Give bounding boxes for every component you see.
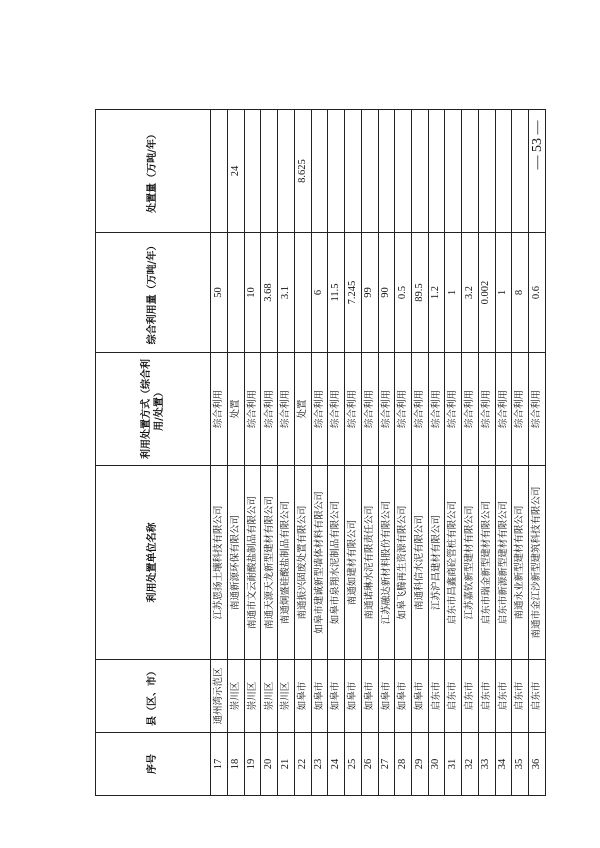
cell-method: 综合利用 xyxy=(495,353,512,466)
cell-method: 综合利用 xyxy=(211,353,228,466)
cell-method: 处置 xyxy=(228,353,245,466)
cell-index: 31 xyxy=(445,733,462,796)
cell-unit: 江苏沪昌建材有限公司 xyxy=(428,466,445,660)
cell-index: 27 xyxy=(378,733,395,796)
header-county: 县（区、市） xyxy=(96,660,211,733)
table-row xyxy=(428,110,445,796)
cell-index: 26 xyxy=(361,733,378,796)
cell-unit: 江苏恩扬土壤科技有限公司 xyxy=(211,466,228,660)
cell-method: 综合利用 xyxy=(361,353,378,466)
cell-disposal xyxy=(244,110,261,233)
table-body xyxy=(96,110,546,796)
cell-index: 32 xyxy=(462,733,479,796)
cell-disposal xyxy=(311,110,328,233)
cell-unit: 南通永业新型建材有限公司 xyxy=(512,466,529,660)
table-row xyxy=(244,110,261,796)
cell-method: 综合利用 xyxy=(462,353,479,466)
table-row xyxy=(328,110,345,796)
cell-disposal xyxy=(278,110,295,233)
cell-index: 23 xyxy=(311,733,328,796)
cell-method: 综合利用 xyxy=(395,353,412,466)
cell-utilization: 11.5 xyxy=(328,233,345,353)
cell-method: 综合利用 xyxy=(261,353,278,466)
table-row xyxy=(462,110,479,796)
cell-disposal xyxy=(428,110,445,233)
cell-disposal: 8.625 xyxy=(294,110,311,233)
table-row xyxy=(378,110,395,796)
cell-utilization: 0.6 xyxy=(528,233,545,353)
table-row xyxy=(228,110,245,796)
table-row xyxy=(495,110,512,796)
disposal-units-table xyxy=(95,109,546,796)
table-row xyxy=(345,110,362,796)
cell-utilization: 0.002 xyxy=(478,233,495,353)
cell-utilization: 7.245 xyxy=(345,233,362,353)
table-row xyxy=(512,110,529,796)
cell-unit: 南通振兴固废处置有限公司 xyxy=(294,466,311,660)
header-disposal: 处置量（万吨/年） xyxy=(96,110,211,233)
cell-index: 17 xyxy=(211,733,228,796)
cell-unit: 南通炯盛硅酸盐制品有限公司 xyxy=(278,466,295,660)
cell-method: 综合利用 xyxy=(411,353,428,466)
cell-method: 综合利用 xyxy=(528,353,545,466)
header-unit: 利用处置单位名称 xyxy=(96,466,211,660)
cell-utilization: 1 xyxy=(445,233,462,353)
cell-index: 22 xyxy=(294,733,311,796)
header-method: 利用处置方式（综合利用/处置） xyxy=(96,353,211,466)
cell-method: 处置 xyxy=(294,353,311,466)
cell-utilization: 10 xyxy=(244,233,261,353)
cell-index: 24 xyxy=(328,733,345,796)
cell-unit: 江苏融达新材料股份有限公司 xyxy=(378,466,395,660)
cell-utilization: 3.68 xyxy=(261,233,278,353)
cell-county: 如皋市 xyxy=(395,660,412,733)
cell-disposal xyxy=(478,110,495,233)
cell-county: 通州湾示范区 xyxy=(211,660,228,733)
cell-utilization: 89.5 xyxy=(411,233,428,353)
cell-county: 崇川区 xyxy=(244,660,261,733)
cell-unit: 如皋市泉翔水泥制品有限公司 xyxy=(328,466,345,660)
cell-index: 34 xyxy=(495,733,512,796)
cell-utilization xyxy=(294,233,311,353)
cell-county: 启东市 xyxy=(512,660,529,733)
cell-unit: 如皋市建诚新型墙体材料有限公司 xyxy=(311,466,328,660)
table-row xyxy=(311,110,328,796)
cell-unit: 南通科信水泥有限公司 xyxy=(411,466,428,660)
cell-disposal xyxy=(261,110,278,233)
table-row xyxy=(528,110,545,796)
cell-county: 启东市 xyxy=(445,660,462,733)
cell-method: 综合利用 xyxy=(428,353,445,466)
table-row xyxy=(278,110,295,796)
table-row xyxy=(395,110,412,796)
table-row xyxy=(211,110,228,796)
cell-utilization: 90 xyxy=(378,233,395,353)
cell-index: 18 xyxy=(228,733,245,796)
table-row xyxy=(411,110,428,796)
cell-utilization: 1 xyxy=(495,233,512,353)
cell-index: 33 xyxy=(478,733,495,796)
cell-disposal: 24 xyxy=(228,110,245,233)
cell-county: 启东市 xyxy=(495,660,512,733)
cell-unit: 南通新源环保有限公司 xyxy=(228,466,245,660)
cell-method: 综合利用 xyxy=(512,353,529,466)
cell-county: 如皋市 xyxy=(411,660,428,733)
cell-method: 综合利用 xyxy=(278,353,295,466)
cell-unit: 南通市文云耐酸盐制品有限公司 xyxy=(244,466,261,660)
cell-index: 30 xyxy=(428,733,445,796)
cell-county: 启东市 xyxy=(478,660,495,733)
cell-county: 如皋市 xyxy=(361,660,378,733)
table-row xyxy=(445,110,462,796)
cell-utilization: 3.1 xyxy=(278,233,295,353)
cell-unit: 启东市瑞金新型建材有限公司 xyxy=(478,466,495,660)
cell-unit: 江苏嘉钦新型建材有限公司 xyxy=(462,466,479,660)
cell-utilization: 99 xyxy=(361,233,378,353)
cell-index: 28 xyxy=(395,733,412,796)
cell-method: 综合利用 xyxy=(244,353,261,466)
cell-county: 如皋市 xyxy=(328,660,345,733)
cell-unit: 南通天源天龙新型建材有限公司 xyxy=(261,466,278,660)
cell-index: 36 xyxy=(528,733,545,796)
cell-utilization: 1.2 xyxy=(428,233,445,353)
cell-disposal xyxy=(512,110,529,233)
table-header-row xyxy=(96,110,211,796)
table-row xyxy=(294,110,311,796)
header-index: 序号 xyxy=(96,733,211,796)
cell-method: 综合利用 xyxy=(345,353,362,466)
cell-county: 崇川区 xyxy=(278,660,295,733)
cell-utilization: 8 xyxy=(512,233,529,353)
cell-utilization xyxy=(228,233,245,353)
cell-unit: 如皋飞腾再生资源有限公司 xyxy=(395,466,412,660)
cell-method: 综合利用 xyxy=(311,353,328,466)
cell-county: 崇川区 xyxy=(261,660,278,733)
table-row xyxy=(261,110,278,796)
table-row xyxy=(478,110,495,796)
cell-disposal xyxy=(361,110,378,233)
cell-disposal xyxy=(445,110,462,233)
cell-index: 25 xyxy=(345,733,362,796)
cell-disposal xyxy=(345,110,362,233)
table-row xyxy=(361,110,378,796)
cell-unit: 南通市金江沙新型建筑科技有限公司 xyxy=(528,466,545,660)
cell-disposal xyxy=(395,110,412,233)
cell-method: 综合利用 xyxy=(378,353,395,466)
cell-index: 21 xyxy=(278,733,295,796)
cell-disposal xyxy=(328,110,345,233)
cell-method: 综合利用 xyxy=(478,353,495,466)
cell-index: 29 xyxy=(411,733,428,796)
cell-disposal xyxy=(378,110,395,233)
cell-utilization: 6 xyxy=(311,233,328,353)
cell-disposal xyxy=(211,110,228,233)
cell-utilization: 50 xyxy=(211,233,228,353)
cell-method: 综合利用 xyxy=(328,353,345,466)
header-utilization: 综合利用量（万吨/年） xyxy=(96,233,211,353)
cell-index: 35 xyxy=(512,733,529,796)
cell-unit: 启东市新源新型建材有限公司 xyxy=(495,466,512,660)
cell-county: 启东市 xyxy=(462,660,479,733)
cell-county: 如皋市 xyxy=(345,660,362,733)
cell-disposal xyxy=(528,110,545,233)
cell-utilization: 0.5 xyxy=(395,233,412,353)
cell-county: 崇川区 xyxy=(228,660,245,733)
cell-disposal xyxy=(495,110,512,233)
cell-method: 综合利用 xyxy=(445,353,462,466)
cell-unit: 启东市昌鑫商砼管桩有限公司 xyxy=(445,466,462,660)
cell-utilization: 3.2 xyxy=(462,233,479,353)
cell-unit: 南通如建材有限公司 xyxy=(345,466,362,660)
cell-county: 启东市 xyxy=(528,660,545,733)
cell-unit: 南通诺琳水泥有限责任公司 xyxy=(361,466,378,660)
cell-county: 启东市 xyxy=(428,660,445,733)
cell-index: 20 xyxy=(261,733,278,796)
cell-county: 如皋市 xyxy=(294,660,311,733)
disposal-units-table-wrapper xyxy=(95,110,546,796)
cell-index: 19 xyxy=(244,733,261,796)
cell-county: 如皋市 xyxy=(311,660,328,733)
cell-disposal xyxy=(462,110,479,233)
cell-county: 如皋市 xyxy=(378,660,395,733)
cell-disposal xyxy=(411,110,428,233)
page-number-text: — 53 — xyxy=(530,120,545,170)
